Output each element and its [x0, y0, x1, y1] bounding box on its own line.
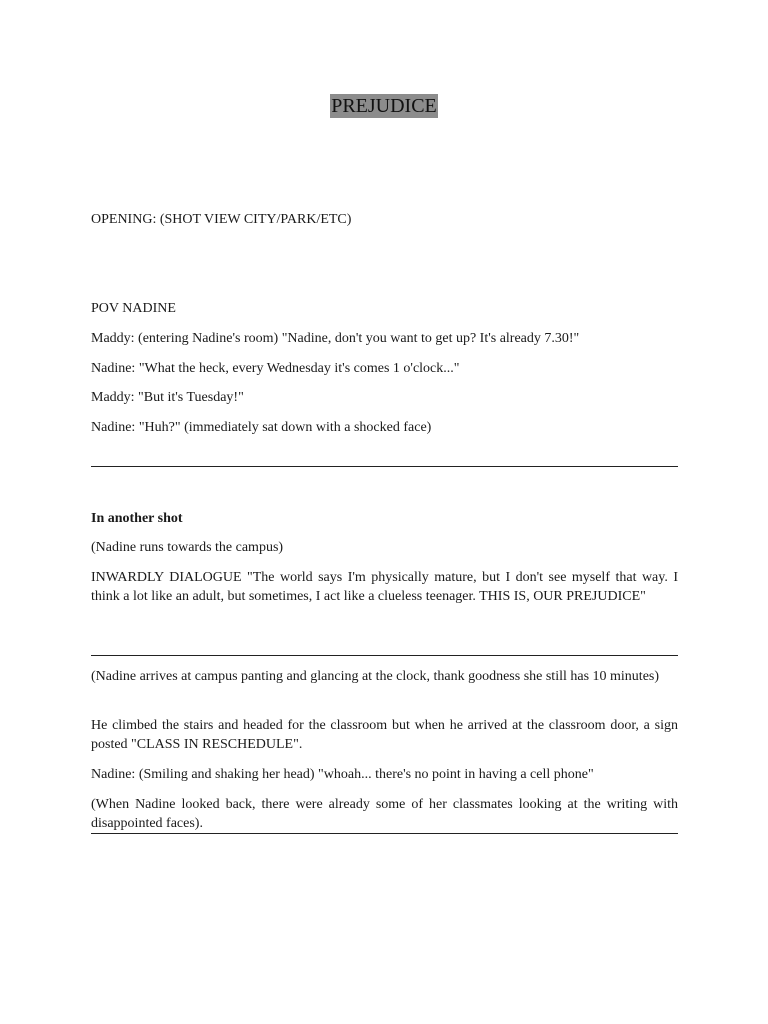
document-title: PREJUDICE — [331, 95, 437, 117]
paragraph-text: Nadine: (Smiling and shaking her head) "whoah... there's no point in having a cell phone" — [91, 767, 594, 782]
dialogue-text: Nadine: "What the heck, every Wednesday it's comes 1 o'clock..." — [91, 361, 460, 376]
dialogue-text: Nadine: "Huh?" (immediately sat down with a shocked face) — [91, 420, 432, 435]
scene3-paragraph-3 — [91, 765, 678, 784]
dialogue-text: Maddy: "But it's Tuesday!" — [91, 390, 244, 405]
scene3-paragraph-2 — [91, 716, 678, 754]
dialogue-line-3 — [91, 388, 678, 407]
scene3-paragraph-1 — [91, 667, 678, 686]
inward-dialogue-text: INWARDLY DIALOGUE "The world says I'm physically mature, but I don't see myself that way. I think a lot like an adult, but sometimes, I act like a clueless teenager. THIS IS, OUR PREJUDICE" — [91, 570, 678, 604]
opening-line — [91, 210, 678, 229]
scene-heading-text: In another shot — [91, 511, 183, 526]
section-divider — [91, 833, 678, 834]
pov-line — [91, 299, 678, 318]
opening-text: OPENING: (SHOT VIEW CITY/PARK/ETC) — [91, 212, 352, 227]
paragraph-text: He climbed the stairs and headed for the classroom but when he arrived at the classroom door, a sign posted "CLASS IN RESCHEDULE". — [91, 718, 678, 752]
section-divider — [91, 655, 678, 656]
scene3-paragraph-4 — [91, 795, 678, 833]
paragraph-text: (Nadine arrives at campus panting and glancing at the clock, thank goodness she still has 10 minutes) — [91, 669, 660, 684]
scene-heading — [91, 509, 678, 528]
section-divider — [91, 466, 678, 467]
dialogue-line-4 — [91, 418, 678, 437]
title-container — [0, 94, 768, 118]
action-line — [91, 538, 678, 557]
paragraph-text: (When Nadine looked back, there were already some of her classmates looking at the writing with disappointed faces). — [91, 797, 678, 831]
inward-dialogue — [91, 568, 678, 606]
pov-text: POV NADINE — [91, 301, 176, 316]
dialogue-line-1 — [91, 329, 678, 348]
dialogue-line-2 — [91, 359, 678, 378]
dialogue-text: Maddy: (entering Nadine's room) "Nadine, don't you want to get up? It's already 7.30!" — [91, 331, 580, 346]
action-text: (Nadine runs towards the campus) — [91, 540, 284, 555]
